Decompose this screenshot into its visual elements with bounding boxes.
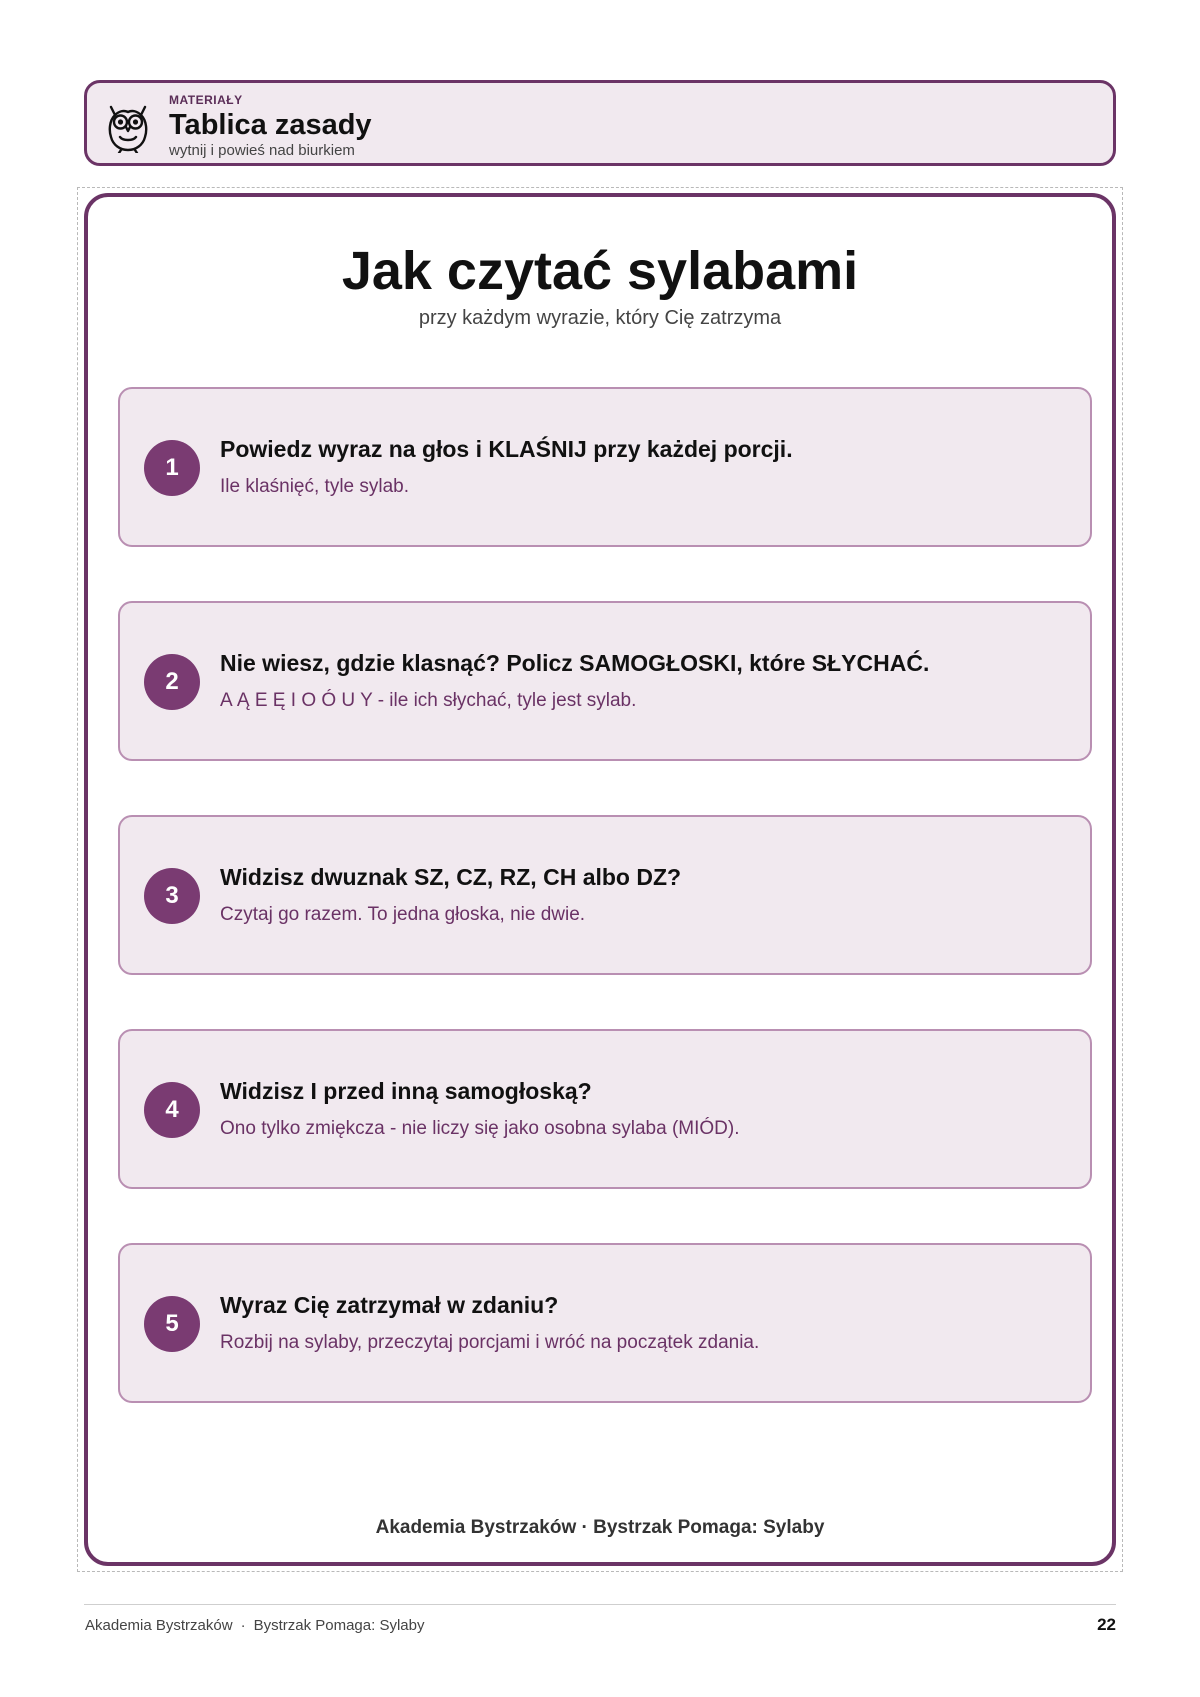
rule-number-badge: 1 [144,440,200,496]
header-subtitle: wytnij i powieś nad biurkiem [169,142,355,159]
rules-card [84,193,1116,1566]
rule-item-3 [118,815,1092,975]
footer-separator: · [240,1617,246,1634]
header-kicker: MATERIAŁY [169,93,243,107]
rule-description: Ono tylko zmiękcza - nie liczy się jako osobna sylaba (MIÓD). [220,1118,740,1139]
page-number: 22 [1097,1615,1116,1634]
rule-title: Nie wiesz, gdzie klasnąć? Policz SAMOGŁOSKI, które SŁYCHAĆ. [220,650,930,676]
rule-item-5 [118,1243,1092,1403]
card-title: Jak czytać sylabami [341,241,859,301]
rule-description: A Ą E Ę I O Ó U Y - ile ich słychać, tyle jest sylab. [220,690,637,711]
rule-title: Wyraz Cię zatrzymał w zdaniu? [220,1292,559,1318]
footer-series: Bystrzak Pomaga: Sylaby [253,1617,425,1634]
page-footer-credits [85,1616,424,1636]
rule-description: Czytaj go razem. To jedna głoska, nie dwie. [220,904,586,925]
footer-publisher: Akademia Bystrzaków [85,1617,233,1634]
rule-title: Powiedz wyraz na głos i KLAŚNIJ przy każdej porcji. [220,436,793,462]
rule-number-badge: 3 [144,868,200,924]
card-footer: Akademia Bystrzaków · Bystrzak Pomaga: Sylaby [375,1517,825,1538]
header-text [169,92,372,160]
rule-item-4 [118,1029,1092,1189]
rule-description: Rozbij na sylaby, przeczytaj porcjami i wróć na początek zdania. [220,1332,760,1353]
rule-number-badge: 2 [144,654,200,710]
rule-description: Ile klaśnięć, tyle sylab. [220,476,410,497]
header-title: Tablica zasady [169,109,372,141]
rule-title: Widzisz I przed inną samogłoską? [220,1078,592,1104]
card-subtitle: przy każdym wyrazie, który Cię zatrzyma [418,307,782,329]
footer-divider [84,1604,1116,1605]
rule-title: Widzisz dwuznak SZ, CZ, RZ, CH albo DZ? [220,864,682,890]
header-card [84,80,1116,166]
rule-item-1 [118,387,1092,547]
owl-icon [105,97,151,153]
rule-item-2 [118,601,1092,761]
rule-number-badge: 5 [144,1296,200,1352]
rule-number-badge: 4 [144,1082,200,1138]
